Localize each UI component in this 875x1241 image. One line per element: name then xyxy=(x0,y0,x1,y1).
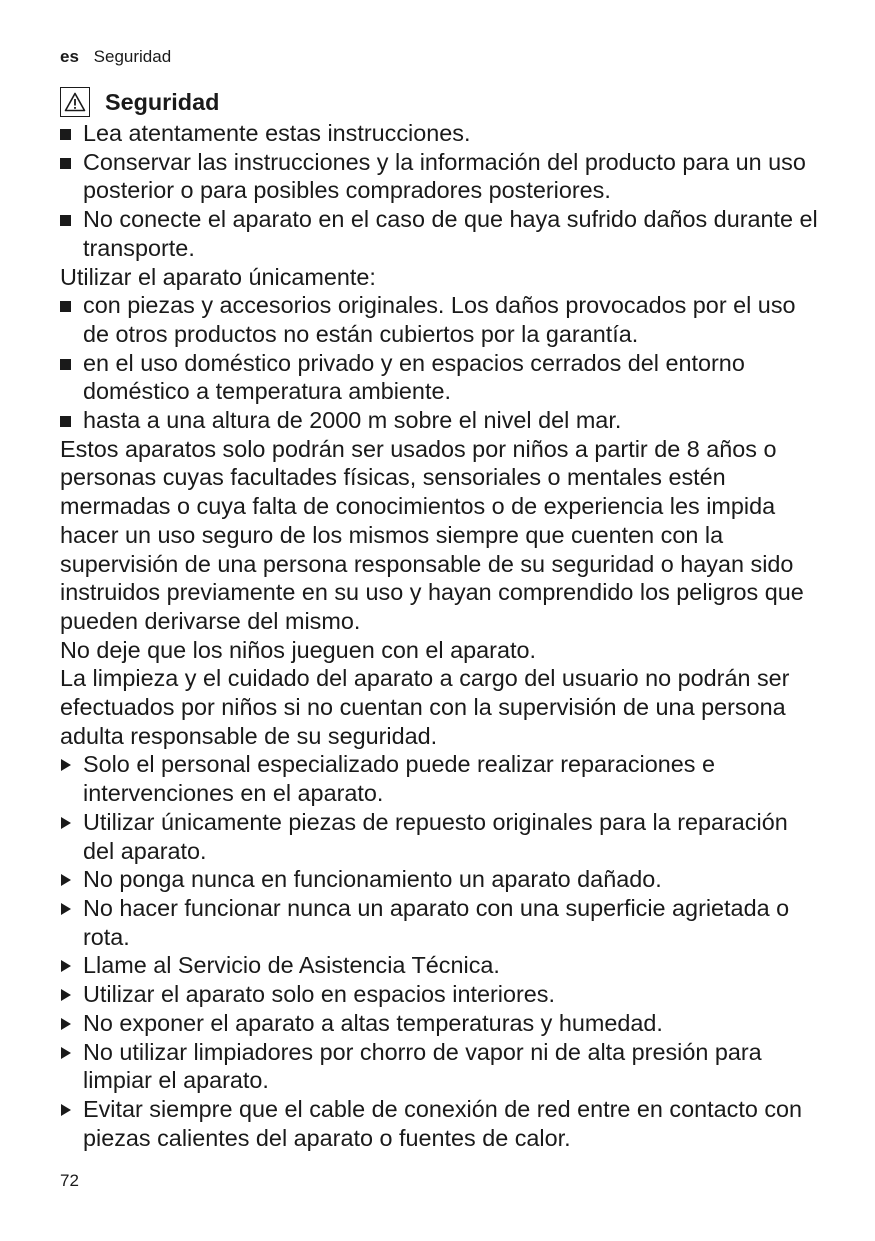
list-item: No utilizar limpiadores por chorro de vapor ni de alta presión para limpiar el aparato. xyxy=(60,1038,822,1095)
list-item: hasta a una altura de 2000 m sobre el nivel del mar. xyxy=(60,406,822,435)
list-item: No hacer funcionar nunca un aparato con una superficie agrietada o rota. xyxy=(60,894,822,951)
page-content xyxy=(60,85,822,1152)
list-item: Llame al Servicio de Asistencia Técnica. xyxy=(60,951,822,980)
list-item: Conservar las instrucciones y la información del producto para un uso posterior o para posibles compradores posteriores. xyxy=(60,148,822,205)
safety-actions-list xyxy=(60,750,822,1152)
children-paragraph: Estos aparatos solo podrán ser usados por niños a partir de 8 años o personas cuyas facultades físicas, sensoriales o mentales estén mermadas o cuya falta de conocimientos o de experiencia les impida hacer un uso seguro de los mismos siempre que cuenten con la supervisión de una persona responsable de su seguridad o hayan sido instruidos previamente en su uso y hayan comprendido los peligros que pueden derivarse del mismo. xyxy=(60,435,804,634)
usage-conditions-list xyxy=(60,291,822,435)
list-item: Utilizar únicamente piezas de repuesto originales para la reparación del aparato. xyxy=(60,808,822,865)
list-item: No exponer el aparato a altas temperaturas y humedad. xyxy=(60,1009,822,1038)
cleaning-paragraph: La limpieza y el cuidado del aparato a cargo del usuario no podrán ser efectuados por niños si no cuentan con la supervisión de una persona adulta responsable de su seguridad. xyxy=(60,665,790,749)
page-number: 72 xyxy=(60,1171,79,1190)
no-play-paragraph: No deje que los niños jueguen con el aparato. xyxy=(60,636,536,663)
running-section-title: Seguridad xyxy=(93,47,172,66)
list-item: Lea atentamente estas instrucciones. xyxy=(60,119,822,148)
reading-instructions-list xyxy=(60,119,822,263)
list-item: No ponga nunca en funcionamiento un aparato dañado. xyxy=(60,865,822,894)
list-item: Solo el personal especializado puede realizar reparaciones e intervenciones en el aparato. xyxy=(60,750,822,807)
list-item: con piezas y accesorios originales. Los daños provocados por el uso de otros productos no están cubiertos por la garantía. xyxy=(60,291,822,348)
list-item: en el uso doméstico privado y en espacios cerrados del entorno doméstico a temperatura ambiente. xyxy=(60,349,822,406)
section-title: Seguridad xyxy=(105,88,220,115)
usage-intro: Utilizar el aparato únicamente: xyxy=(60,263,376,290)
page-header xyxy=(60,47,171,67)
warning-icon xyxy=(60,87,90,117)
language-code: es xyxy=(60,47,79,66)
list-item: Evitar siempre que el cable de conexión de red entre en contacto con piezas calientes del aparato o fuentes de calor. xyxy=(60,1095,822,1152)
list-item: No conecte el aparato en el caso de que haya sufrido daños durante el transporte. xyxy=(60,205,822,262)
list-item: Utilizar el aparato solo en espacios interiores. xyxy=(60,980,822,1009)
section-heading xyxy=(60,85,822,119)
